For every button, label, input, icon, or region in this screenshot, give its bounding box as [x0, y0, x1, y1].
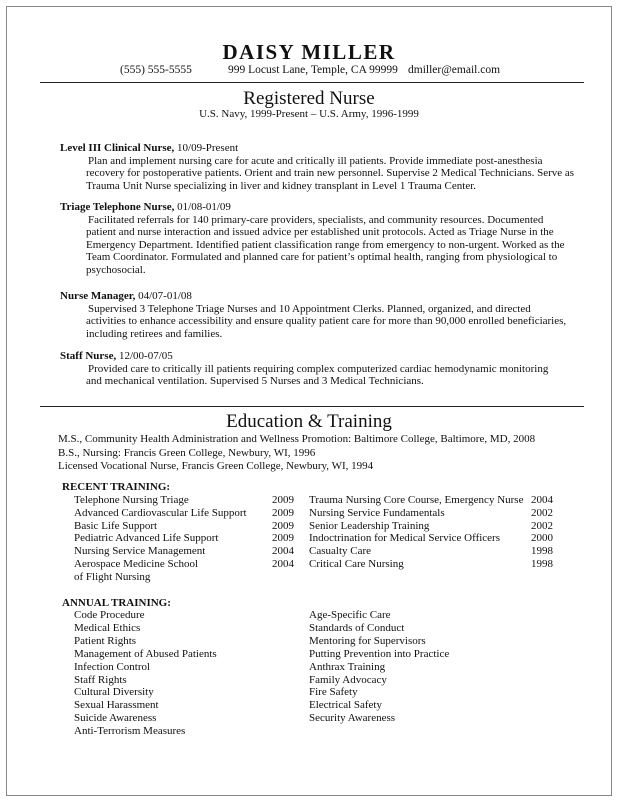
- training-course: Aerospace Medicine School: [74, 558, 199, 570]
- training-course: Nursing Service Fundamentals: [309, 506, 445, 519]
- training-year: 2004: [272, 558, 294, 570]
- training-year: 2002: [531, 519, 553, 532]
- training-course: Casualty Care: [309, 545, 372, 558]
- address: 999 Locust Lane, Temple, CA 99999: [228, 64, 398, 76]
- annual-course: Mentoring for Supervisors: [309, 634, 426, 647]
- training-course: of Flight Nursing: [74, 570, 151, 583]
- role-title: Registered Nurse: [243, 88, 375, 109]
- annual-course: Medical Ethics: [74, 621, 141, 634]
- job-description-line: Plan and implement nursing care for acute and critically ill patients. Provide immediate post-anesthesia: [88, 154, 543, 167]
- job-dates: 01/08-01/09: [177, 201, 231, 213]
- degree-item: Licensed Vocational Nurse, Francis Green College, Newbury, WI, 1994: [58, 460, 374, 472]
- training-year: 1998: [531, 558, 553, 570]
- training-year: 2004: [531, 494, 553, 506]
- training-course: Advanced Cardiovascular Life Support: [74, 506, 247, 519]
- training-course: Senior Leadership Training: [309, 519, 430, 532]
- job-description-line: recovery for postoperative patients. Orient and train new personnel. Supervise 2 Medical Technicians. Serve as: [86, 167, 575, 180]
- annual-course: Sexual Harassment: [74, 699, 159, 712]
- job-description-line: and mechanical ventilation. Supervised 5 Nurses and 3 Medical Technicians.: [86, 375, 424, 388]
- annual-course: Staff Rights: [74, 673, 127, 686]
- annual-course: Putting Prevention into Practice: [309, 647, 450, 660]
- job-description-line: including retirees and families.: [86, 327, 223, 340]
- training-year: 2009: [272, 494, 294, 506]
- job-description-line: psychosocial.: [86, 264, 146, 276]
- education-heading: Education & Training: [226, 411, 392, 432]
- applicant-name: DAISY MILLER: [222, 40, 396, 64]
- job-dates: 04/07-01/08: [138, 290, 192, 302]
- job-position: Staff Nurse,: [60, 350, 117, 362]
- job-description-line: Trauma Unit Nurse specializing in liver and kidney transplant in Level 1 Trauma Center.: [86, 179, 477, 192]
- annual-course: Electrical Safety: [309, 699, 382, 712]
- training-course: Indoctrination for Medical Service Officers: [309, 532, 501, 545]
- job-heading: [60, 142, 238, 154]
- degree-item: M.S., Community Health Administration and Wellness Promotion: Baltimore College, Baltimore, MD, 2008: [58, 433, 536, 445]
- training-year: 2000: [531, 532, 553, 545]
- job-dates: 10/09-Present: [177, 142, 239, 154]
- divider-middle: [40, 406, 584, 407]
- training-course: Trauma Nursing Core Course, Emergency Nurse: [309, 494, 524, 506]
- annual-course: Age-Specific Care: [309, 609, 391, 621]
- annual-course: Standards of Conduct: [309, 621, 405, 634]
- training-course: Nursing Service Management: [74, 545, 206, 558]
- job-description-line: Supervised 3 Telephone Triage Nurses and 10 Appointment Clerks. Planned, organized, and directed: [88, 302, 531, 315]
- annual-course: Anthrax Training: [309, 660, 386, 673]
- service-history: U.S. Navy, 1999-Present – U.S. Army, 1996-1999: [199, 108, 419, 120]
- training-year: 2009: [272, 506, 294, 519]
- training-year: 2009: [272, 519, 294, 532]
- job-heading: [60, 290, 192, 302]
- training-course: Pediatric Advanced Life Support: [74, 532, 219, 545]
- degree-item: B.S., Nursing: Francis Green College, Newbury, WI, 1996: [58, 446, 316, 459]
- annual-course: Suicide Awareness: [74, 712, 157, 725]
- annual-course: Cultural Diversity: [74, 686, 154, 699]
- job-description-line: Team Coordinator. Formulated and planned care for patient’s optimal health, ranging from physiological to: [86, 251, 558, 264]
- training-course: Basic Life Support: [74, 519, 158, 532]
- training-course: Critical Care Nursing: [309, 558, 404, 570]
- job-position: Triage Telephone Nurse,: [60, 201, 175, 213]
- annual-course: Infection Control: [74, 660, 151, 673]
- job-position: Nurse Manager,: [60, 290, 136, 302]
- job-description-line: Facilitated referrals for 140 primary-care providers, specialists, and community resources. Documented: [88, 213, 544, 226]
- job-description-line: Emergency Department. Identified patient classification range from emergency to non-urgent. Worked as the: [86, 238, 565, 251]
- training-course: Telephone Nursing Triage: [74, 494, 189, 506]
- job-description-line: Provided care to critically ill patients requiring complex computerized cardiac hemodynamic monitoring: [88, 362, 549, 375]
- divider-top: [40, 82, 584, 83]
- recent-training-label: RECENT TRAINING:: [62, 481, 171, 493]
- job-heading: [60, 201, 231, 213]
- training-year: 2009: [272, 532, 294, 545]
- phone-number: (555) 555-5555: [120, 64, 192, 76]
- training-year: 2002: [531, 506, 553, 519]
- training-year: 2004: [272, 545, 294, 558]
- job-position: Level III Clinical Nurse,: [60, 142, 175, 154]
- job-heading: [60, 350, 173, 362]
- job-description-line: activities to enhance accessibility and ensure quality patient care for more than 90,000 enrolled beneficiaries,: [86, 315, 567, 328]
- annual-course: Management of Abused Patients: [74, 647, 217, 660]
- annual-course: Patient Rights: [74, 634, 137, 647]
- annual-course: Code Procedure: [74, 609, 145, 621]
- annual-course: Family Advocacy: [309, 673, 387, 686]
- annual-course: Anti-Terrorism Measures: [74, 725, 186, 738]
- annual-training-label: ANNUAL TRAINING:: [62, 597, 171, 609]
- annual-course: Fire Safety: [309, 686, 358, 699]
- annual-course: Security Awareness: [309, 712, 396, 725]
- job-dates: 12/00-07/05: [118, 350, 173, 362]
- training-year: 1998: [531, 545, 553, 558]
- job-description-line: patient and nurse interaction and issued advice per established unit protocols. Acted as Triage Nurse in the: [86, 226, 554, 239]
- email-address: dmiller@email.com: [408, 64, 501, 76]
